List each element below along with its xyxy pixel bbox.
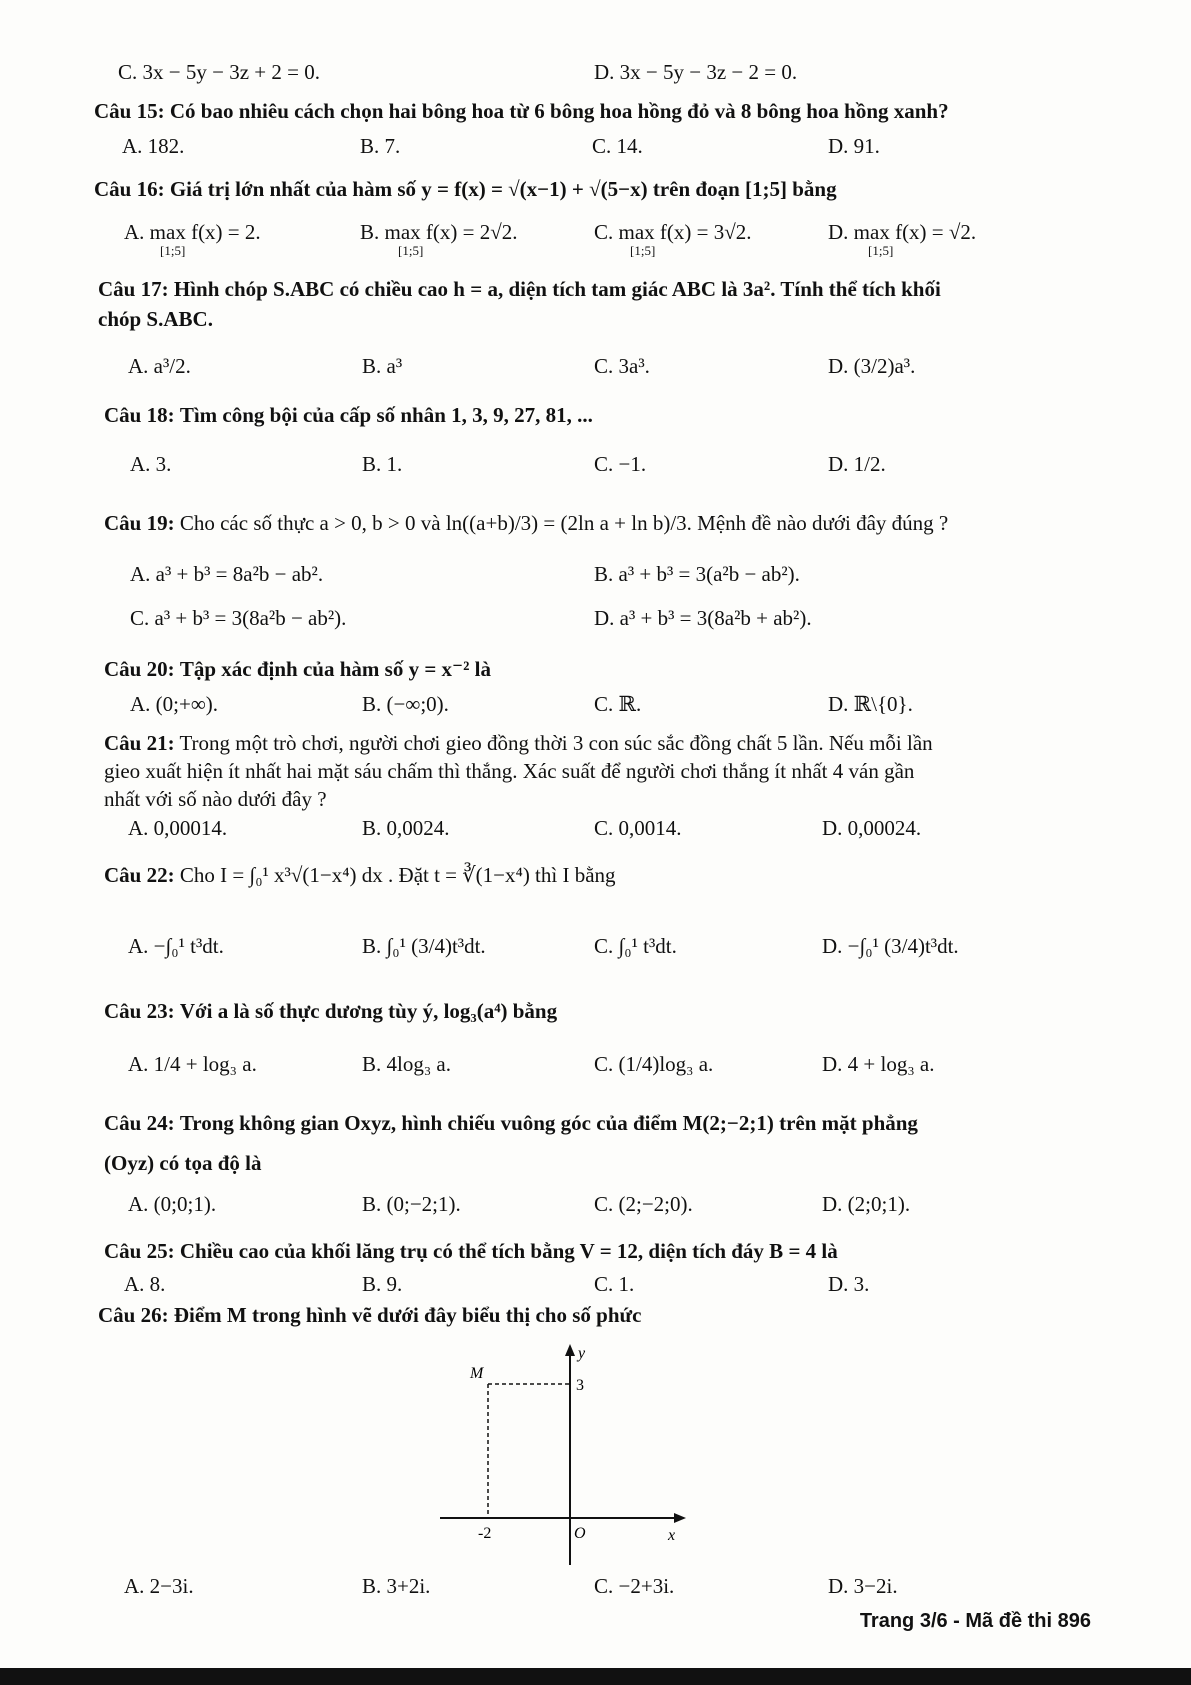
x-tick-label: -2 — [478, 1525, 492, 1542]
q17-option-d: D. (3/2)a³. — [828, 354, 916, 378]
q15-option-b: B. 7. — [360, 134, 401, 158]
q20-option-a: A. (0;+∞). — [130, 692, 219, 716]
q26-question — [98, 1302, 641, 1328]
q26-option-a: A. 2−3i. — [124, 1574, 194, 1598]
q19-label: Câu 19: — [104, 511, 175, 535]
q26-option-d: D. 3−2i. — [828, 1574, 898, 1598]
q20-text: Tập xác định của hàm số y = x⁻² là — [179, 657, 491, 681]
x-axis-label: x — [668, 1527, 676, 1544]
q15-label: Câu 15: — [94, 99, 165, 123]
q16-option-d: D. max f(x) = √2. — [828, 220, 977, 244]
q23-question — [104, 998, 557, 1024]
q18-option-b: B. 1. — [362, 452, 403, 476]
y-axis-arrow — [565, 1344, 575, 1356]
q25-option-b: B. 9. — [362, 1272, 403, 1296]
q24-option-c: C. (2;−2;0). — [594, 1192, 693, 1216]
q22-label: Câu 22: — [104, 863, 175, 887]
q22-option-c: C. ∫₀¹ t³dt. — [594, 934, 677, 958]
q24-option-a: A. (0;0;1). — [128, 1192, 217, 1216]
q18-option-a: A. 3. — [130, 452, 172, 476]
q20-option-c: C. ℝ. — [594, 692, 642, 716]
q18-text: Tìm công bội của cấp số nhân 1, 3, 9, 27, 81, ... — [179, 403, 593, 427]
q16-sub-c: [1;5] — [630, 243, 656, 258]
q21-option-d: D. 0,00024. — [822, 816, 922, 840]
q20-option-b: B. (−∞;0). — [362, 692, 449, 716]
q20-option-d: D. ℝ\{0}. — [828, 692, 913, 716]
q25-question — [104, 1238, 838, 1264]
q22-question — [104, 862, 616, 888]
q14-option-c: C. 3x − 5y − 3z + 2 = 0. — [118, 60, 320, 84]
q24-option-d: D. (2;0;1). — [822, 1192, 911, 1216]
q21-option-b: B. 0,0024. — [362, 816, 450, 840]
q16-option-c: C. max f(x) = 3√2. — [594, 220, 752, 244]
q21-option-a: A. 0,00014. — [128, 816, 228, 840]
q17-option-a: A. a³/2. — [128, 354, 191, 378]
q20-label: Câu 20: — [104, 657, 175, 681]
q18-option-c: C. −1. — [594, 452, 647, 476]
q19-option-c: C. a³ + b³ = 3(8a²b − ab²). — [130, 606, 347, 630]
q16-sub-a: [1;5] — [160, 243, 186, 258]
q21-text1: Trong một trò chơi, người chơi gieo đồng thời 3 con súc sắc đồng chất 5 lần. Nếu mỗi lần — [179, 731, 933, 755]
q15-question — [94, 98, 949, 124]
q15-option-c: C. 14. — [592, 134, 643, 158]
q19-option-b: B. a³ + b³ = 3(a²b − ab²). — [594, 562, 800, 586]
page-footer: Trang 3/6 - Mã đề thi 896 — [859, 1610, 1091, 1632]
q23-text: Với a là số thực dương tùy ý, log₃(a⁴) bằng — [179, 999, 558, 1023]
q21-label: Câu 21: — [104, 731, 175, 755]
q25-option-c: C. 1. — [594, 1272, 635, 1296]
q17-question-line2: chóp S.ABC. — [98, 307, 213, 331]
q25-option-a: A. 8. — [124, 1272, 166, 1296]
q15-text: Có bao nhiêu cách chọn hai bông hoa từ 6 bông hoa hồng đỏ và 8 bông hoa hồng xanh? — [169, 99, 949, 123]
q26-option-c: C. −2+3i. — [594, 1574, 675, 1598]
origin-label: O — [574, 1525, 586, 1542]
q23-label: Câu 23: — [104, 999, 175, 1023]
q24-label: Câu 24: — [104, 1111, 175, 1135]
q26-label: Câu 26: — [98, 1303, 169, 1327]
q25-label: Câu 25: — [104, 1239, 175, 1263]
q23-option-a: A. 1/4 + log₃ a. — [128, 1052, 257, 1076]
q26-text: Điểm M trong hình vẽ dưới đây biểu thị cho số phức — [173, 1303, 642, 1327]
point-m-label: M — [470, 1365, 484, 1382]
q23-option-b: B. 4log₃ a. — [362, 1052, 451, 1076]
q18-option-d: D. 1/2. — [828, 452, 886, 476]
q17-label: Câu 17: — [98, 277, 169, 301]
q25-text: Chiều cao của khối lăng trụ có thể tích bằng V = 12, diện tích đáy B = 4 là — [179, 1239, 838, 1263]
q22-option-a: A. −∫₀¹ t³dt. — [128, 934, 224, 958]
q17-question-line1 — [98, 276, 941, 302]
bottom-scan-border — [0, 1668, 1191, 1685]
q21-question-line3: nhất với số nào dưới đây ? — [104, 787, 327, 811]
q24-question-line1 — [104, 1110, 918, 1136]
q24-option-b: B. (0;−2;1). — [362, 1192, 461, 1216]
q24-text1: Trong không gian Oxyz, hình chiếu vuông góc của điểm M(2;−2;1) trên mặt phẳng — [179, 1111, 918, 1135]
q21-question-line2: gieo xuất hiện ít nhất hai mặt sáu chấm thì thắng. Xác suất để người chơi thắng ít nhất 4 ván gần — [104, 759, 915, 783]
q17-option-b: B. a³ — [362, 354, 403, 378]
q22-option-d: D. −∫₀¹ (3/4)t³dt. — [822, 934, 959, 958]
q19-option-d: D. a³ + b³ = 3(8a²b + ab²). — [594, 606, 812, 630]
q18-label: Câu 18: — [104, 403, 175, 427]
q17-text: Hình chóp S.ABC có chiều cao h = a, diện tích tam giác ABC là 3a². Tính thể tích khối — [173, 277, 941, 301]
q21-question-line1 — [104, 730, 933, 756]
q16-option-a: A. max f(x) = 2. — [124, 220, 261, 244]
q19-option-a: A. a³ + b³ = 8a²b − ab². — [130, 562, 324, 586]
q16-question — [94, 176, 837, 202]
q25-option-d: D. 3. — [828, 1272, 870, 1296]
q21-option-c: C. 0,0014. — [594, 816, 682, 840]
q16-label: Câu 16: — [94, 177, 165, 201]
q19-question — [104, 510, 948, 536]
q22-text: Cho I = ∫₀¹ x³√(1−x⁴) dx . Đặt t = ∛(1−x⁴) thì I bằng — [179, 863, 616, 887]
q17-option-c: C. 3a³. — [594, 354, 650, 378]
q20-question — [104, 656, 491, 682]
q15-option-d: D. 91. — [828, 134, 880, 158]
q23-option-d: D. 4 + log₃ a. — [822, 1052, 935, 1076]
q16-option-b: B. max f(x) = 2√2. — [360, 220, 518, 244]
q16-sub-b: [1;5] — [398, 243, 424, 258]
q15-option-a: A. 182. — [122, 134, 185, 158]
y-tick-label: 3 — [576, 1377, 584, 1394]
complex-plane-figure — [430, 1340, 690, 1570]
x-axis-arrow — [674, 1513, 686, 1523]
q19-text: Cho các số thực a > 0, b > 0 và ln((a+b)/3) = (2ln a + ln b)/3. Mệnh đề nào dưới đây đúng ? — [179, 511, 949, 535]
q23-option-c: C. (1/4)log₃ a. — [594, 1052, 714, 1076]
q22-option-b: B. ∫₀¹ (3/4)t³dt. — [362, 934, 486, 958]
q24-question-line2: (Oyz) có tọa độ là — [104, 1151, 262, 1175]
q18-question — [104, 402, 593, 428]
q16-sub-d: [1;5] — [868, 243, 894, 258]
q14-option-d: D. 3x − 5y − 3z − 2 = 0. — [594, 60, 798, 84]
q26-option-b: B. 3+2i. — [362, 1574, 431, 1598]
y-axis-label: y — [578, 1345, 586, 1362]
q16-text: Giá trị lớn nhất của hàm số y = f(x) = √(x−1) + √(5−x) trên đoạn [1;5] bằng — [169, 177, 837, 201]
